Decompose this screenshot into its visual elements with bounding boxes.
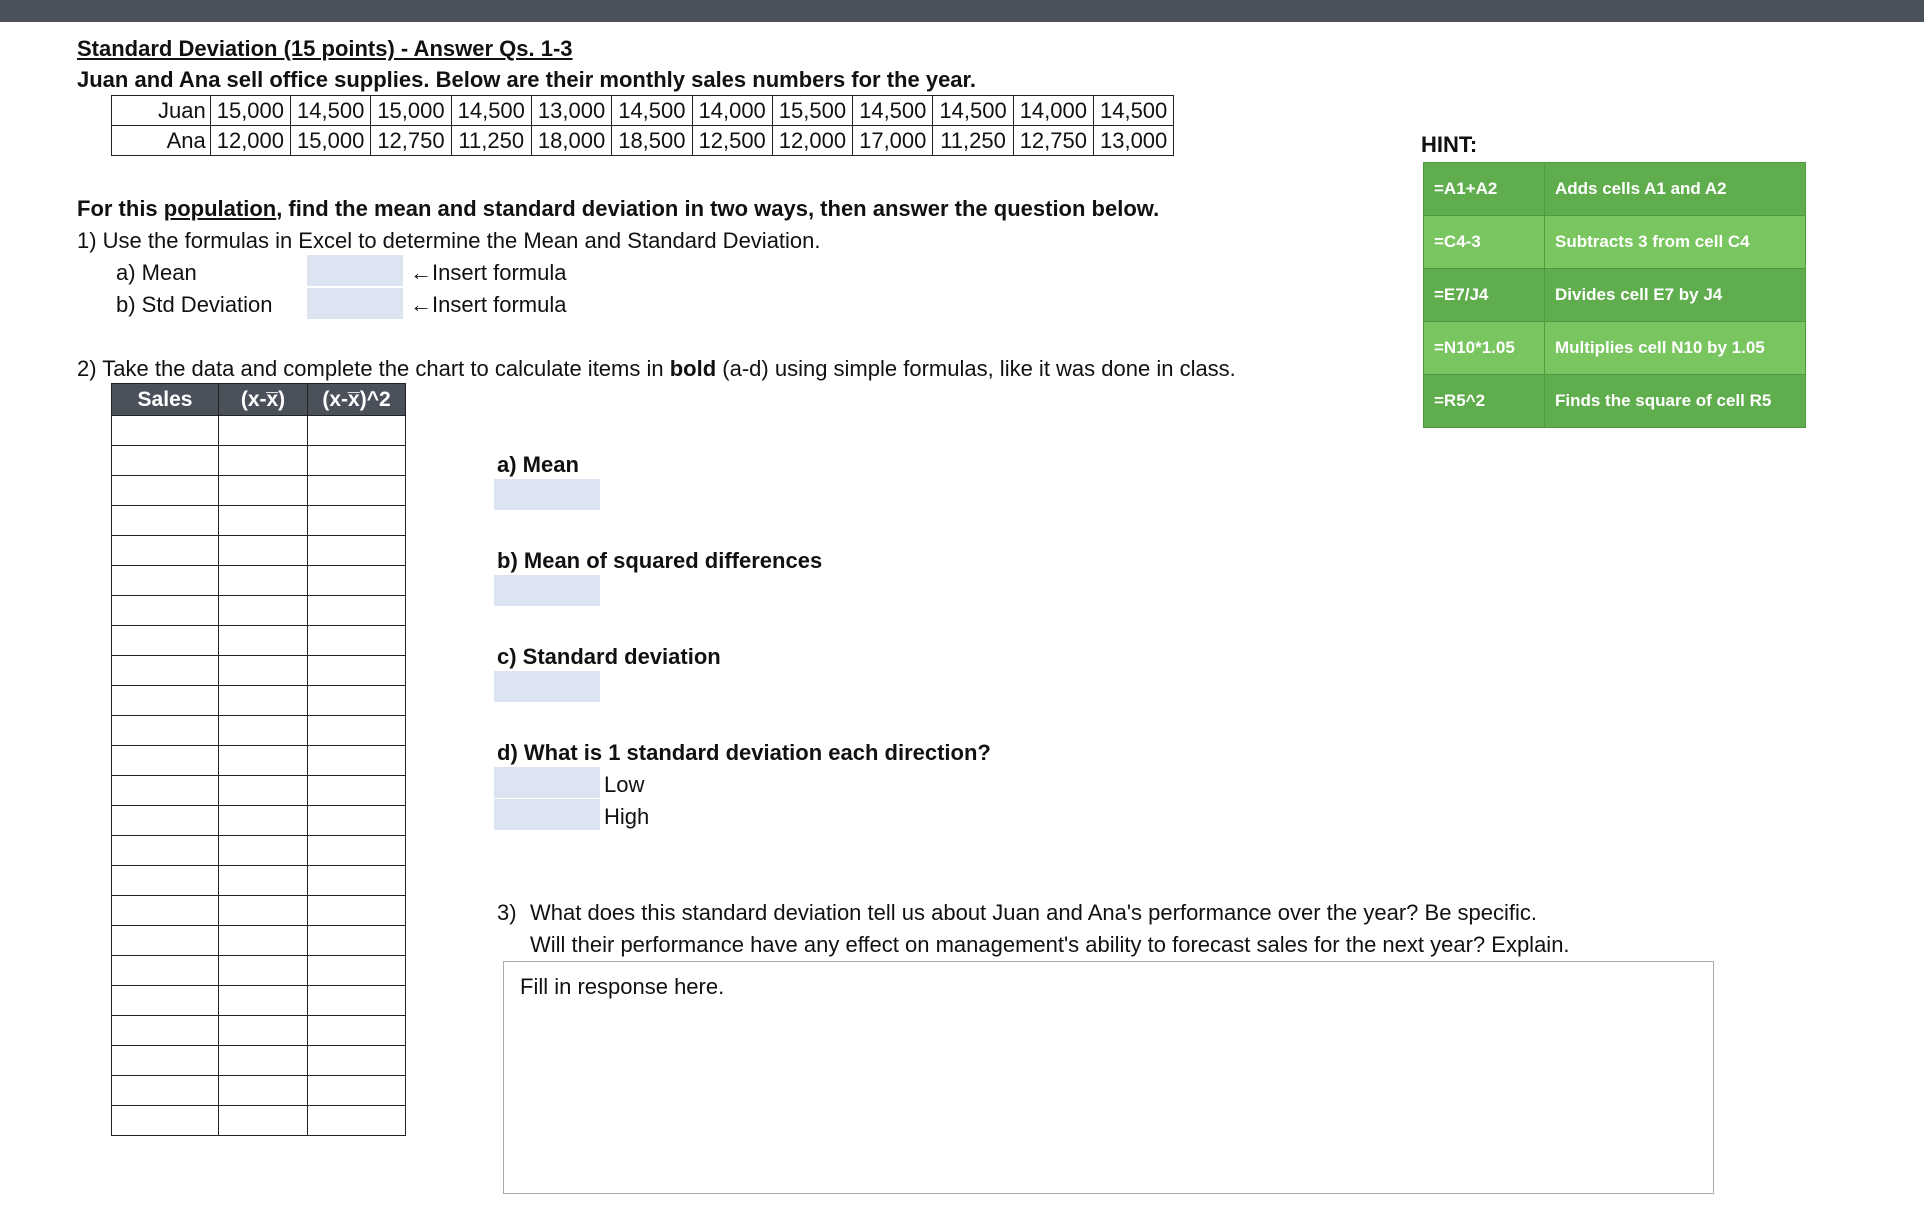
- q2b-label: b) Mean of squared differences: [497, 548, 823, 573]
- work-squared-deviation-cell[interactable]: [308, 1106, 406, 1136]
- work-squared-deviation-cell[interactable]: [308, 566, 406, 596]
- q2d-high-label: High: [604, 804, 650, 829]
- work-squared-deviation-cell[interactable]: [308, 656, 406, 686]
- q2-bold-word: bold: [669, 356, 717, 381]
- sales-cell[interactable]: 14,500: [291, 96, 371, 126]
- hint-row: [1424, 216, 1806, 269]
- sales-cell[interactable]: 14,500: [451, 96, 531, 126]
- work-row: [112, 716, 406, 746]
- instructions-prefix: For this: [77, 196, 164, 221]
- sales-cell[interactable]: 14,000: [1013, 96, 1093, 126]
- window-top-bar: [0, 0, 1924, 22]
- work-row: [112, 536, 406, 566]
- work-sales-cell[interactable]: [112, 866, 219, 896]
- work-sales-cell[interactable]: [112, 926, 219, 956]
- q2-prefix: 2) Take the data and complete the chart to calculate items in: [77, 356, 670, 381]
- hint-row: [1424, 269, 1806, 322]
- q3-line-1: What does this standard deviation tell us about Juan and Ana's performance over the year? Be specific.: [530, 900, 1538, 925]
- sales-cell[interactable]: 11,250: [933, 126, 1013, 156]
- hint-description: Multiplies cell N10 by 1.05: [1545, 322, 1806, 375]
- work-sales-cell[interactable]: [112, 956, 219, 986]
- work-row: [112, 746, 406, 776]
- hint-description: Divides cell E7 by J4: [1545, 269, 1806, 322]
- question-2: [77, 356, 1236, 382]
- work-squared-deviation-cell[interactable]: [308, 926, 406, 956]
- sales-cell[interactable]: 14,500: [1093, 96, 1173, 126]
- sales-cell[interactable]: 15,000: [210, 96, 290, 126]
- hint-formula: =R5^2: [1424, 375, 1545, 428]
- sales-cell[interactable]: 18,500: [612, 126, 692, 156]
- work-deviation-cell[interactable]: [219, 536, 308, 566]
- sales-cell[interactable]: 12,500: [692, 126, 772, 156]
- work-deviation-cell[interactable]: [219, 716, 308, 746]
- sales-row-juan: [112, 96, 1174, 126]
- work-sales-cell[interactable]: [112, 716, 219, 746]
- instructions-line: [77, 196, 1159, 222]
- work-deviation-cell[interactable]: [219, 596, 308, 626]
- hint-row: [1424, 322, 1806, 375]
- intro-text: Juan and Ana sell office supplies. Below are their monthly sales numbers for the year.: [77, 67, 977, 92]
- work-sales-cell[interactable]: [112, 596, 219, 626]
- hint-row: [1424, 163, 1806, 216]
- work-row: [112, 1106, 406, 1136]
- work-squared-deviation-cell[interactable]: [308, 956, 406, 986]
- work-deviation-cell[interactable]: [219, 1046, 308, 1076]
- q1-mean-label: a) Mean: [116, 260, 197, 285]
- work-row: [112, 806, 406, 836]
- work-sales-cell[interactable]: [112, 1016, 219, 1046]
- q2d-high-input[interactable]: [494, 799, 600, 830]
- work-squared-deviation-cell[interactable]: [308, 896, 406, 926]
- work-row: [112, 1016, 406, 1046]
- work-sales-cell[interactable]: [112, 1076, 219, 1106]
- work-row: [112, 836, 406, 866]
- sales-cell[interactable]: 18,000: [531, 126, 611, 156]
- work-deviation-cell[interactable]: [219, 896, 308, 926]
- q1-mean-hint: ←Insert formula: [410, 260, 567, 285]
- work-row: [112, 866, 406, 896]
- work-deviation-cell[interactable]: [219, 476, 308, 506]
- q2b-input[interactable]: [494, 575, 600, 606]
- work-squared-deviation-cell[interactable]: [308, 1076, 406, 1106]
- q3-number: 3): [497, 900, 517, 925]
- work-squared-deviation-cell[interactable]: [308, 866, 406, 896]
- work-row: [112, 986, 406, 1016]
- sales-cell[interactable]: 11,250: [451, 126, 531, 156]
- work-row: [112, 506, 406, 536]
- work-squared-deviation-cell[interactable]: [308, 1016, 406, 1046]
- sales-cell[interactable]: 15,500: [772, 96, 852, 126]
- work-sales-cell[interactable]: [112, 476, 219, 506]
- work-row: [112, 896, 406, 926]
- work-squared-deviation-cell[interactable]: [308, 1046, 406, 1076]
- work-sales-cell[interactable]: [112, 566, 219, 596]
- instructions-suffix: , find the mean and standard deviation in two ways, then answer the question below.: [276, 196, 1160, 221]
- work-deviation-cell[interactable]: [219, 746, 308, 776]
- work-sales-cell[interactable]: [112, 806, 219, 836]
- work-squared-deviation-cell[interactable]: [308, 506, 406, 536]
- work-deviation-cell[interactable]: [219, 566, 308, 596]
- work-deviation-cell[interactable]: [219, 806, 308, 836]
- q2c-input[interactable]: [494, 671, 600, 702]
- work-row: [112, 686, 406, 716]
- work-row: [112, 1076, 406, 1106]
- q3-line-2: Will their performance have any effect on management's ability to forecast sales for the next year? Explain.: [530, 932, 1570, 957]
- q2a-label: a) Mean: [497, 452, 579, 477]
- work-sales-cell[interactable]: [112, 1106, 219, 1136]
- work-row: [112, 566, 406, 596]
- work-sales-cell[interactable]: [112, 896, 219, 926]
- work-sales-cell[interactable]: [112, 536, 219, 566]
- q2-suffix: (a-d) using simple formulas, like it was done in class.: [716, 356, 1236, 381]
- sales-cell[interactable]: 14,500: [933, 96, 1013, 126]
- work-sales-cell[interactable]: [112, 446, 219, 476]
- sales-cell[interactable]: 12,000: [772, 126, 852, 156]
- sales-cell[interactable]: 12,750: [1013, 126, 1093, 156]
- sales-cell[interactable]: 14,500: [612, 96, 692, 126]
- q1-mean-input[interactable]: [307, 255, 403, 286]
- work-squared-deviation-cell[interactable]: [308, 836, 406, 866]
- work-squared-deviation-cell[interactable]: [308, 746, 406, 776]
- work-row: [112, 1046, 406, 1076]
- work-deviation-cell[interactable]: [219, 446, 308, 476]
- hint-formula: =E7/J4: [1424, 269, 1545, 322]
- sales-cell[interactable]: 14,000: [692, 96, 772, 126]
- work-deviation-cell[interactable]: [219, 986, 308, 1016]
- hint-title: HINT:: [1421, 132, 1478, 157]
- q2a-input[interactable]: [494, 479, 600, 510]
- work-deviation-cell[interactable]: [219, 836, 308, 866]
- q1-std-input[interactable]: [307, 288, 403, 319]
- page-title: Standard Deviation (15 points) - Answer Qs. 1-3: [77, 36, 573, 61]
- sales-cell[interactable]: 14,500: [853, 96, 933, 126]
- sales-cell[interactable]: 13,000: [1093, 126, 1173, 156]
- header-sales: Sales: [112, 384, 219, 416]
- work-sales-cell[interactable]: [112, 416, 219, 446]
- population-word: population: [163, 196, 277, 221]
- work-sales-cell[interactable]: [112, 656, 219, 686]
- sales-cell[interactable]: 12,750: [371, 126, 451, 156]
- work-deviation-cell[interactable]: [219, 1076, 308, 1106]
- response-placeholder: Fill in response here.: [520, 974, 725, 999]
- hint-description: Subtracts 3 from cell C4: [1545, 216, 1806, 269]
- q1-std-label: b) Std Deviation: [116, 292, 273, 317]
- work-deviation-cell[interactable]: [219, 776, 308, 806]
- sales-cell[interactable]: 15,000: [291, 126, 371, 156]
- sales-cell[interactable]: 12,000: [210, 126, 290, 156]
- sales-cell[interactable]: 13,000: [531, 96, 611, 126]
- hint-table: [1423, 162, 1806, 428]
- hint-formula: =A1+A2: [1424, 163, 1545, 216]
- work-row: [112, 446, 406, 476]
- work-sales-cell[interactable]: [112, 746, 219, 776]
- sales-row-label: Juan: [112, 96, 211, 126]
- work-sales-cell[interactable]: [112, 626, 219, 656]
- work-squared-deviation-cell[interactable]: [308, 716, 406, 746]
- work-squared-deviation-cell[interactable]: [308, 416, 406, 446]
- question-1: 1) Use the formulas in Excel to determine the Mean and Standard Deviation.: [77, 228, 821, 253]
- work-squared-deviation-cell[interactable]: [308, 686, 406, 716]
- q1-std-hint: ←Insert formula: [410, 292, 567, 317]
- sales-row-ana: [112, 126, 1174, 156]
- hint-formula: =C4-3: [1424, 216, 1545, 269]
- header-deviation: (x-x̅): [219, 384, 308, 416]
- work-row: [112, 626, 406, 656]
- work-deviation-cell[interactable]: [219, 656, 308, 686]
- work-deviation-cell[interactable]: [219, 506, 308, 536]
- work-squared-deviation-cell[interactable]: [308, 806, 406, 836]
- q2d-low-label: Low: [604, 772, 645, 797]
- response-textbox[interactable]: [503, 961, 1714, 1194]
- work-deviation-cell[interactable]: [219, 1106, 308, 1136]
- hint-formula: =N10*1.05: [1424, 322, 1545, 375]
- hint-row: [1424, 375, 1806, 428]
- sales-row-label: Ana: [112, 126, 211, 156]
- work-row: [112, 776, 406, 806]
- work-squared-deviation-cell[interactable]: [308, 476, 406, 506]
- work-row: [112, 596, 406, 626]
- sales-cell[interactable]: 17,000: [853, 126, 933, 156]
- work-squared-deviation-cell[interactable]: [308, 536, 406, 566]
- q2c-label: c) Standard deviation: [497, 644, 721, 669]
- sales-table: [111, 95, 1174, 156]
- work-sales-cell[interactable]: [112, 776, 219, 806]
- header-squared-deviation: (x-x̅)^2: [308, 384, 406, 416]
- work-sales-cell[interactable]: [112, 836, 219, 866]
- work-deviation-cell[interactable]: [219, 626, 308, 656]
- work-deviation-cell[interactable]: [219, 926, 308, 956]
- hint-description: Finds the square of cell R5: [1545, 375, 1806, 428]
- work-sales-cell[interactable]: [112, 506, 219, 536]
- work-row: [112, 926, 406, 956]
- work-squared-deviation-cell[interactable]: [308, 986, 406, 1016]
- work-deviation-cell[interactable]: [219, 416, 308, 446]
- work-squared-deviation-cell[interactable]: [308, 776, 406, 806]
- work-sales-cell[interactable]: [112, 686, 219, 716]
- work-sales-cell[interactable]: [112, 1046, 219, 1076]
- work-deviation-cell[interactable]: [219, 956, 308, 986]
- sales-cell[interactable]: 15,000: [371, 96, 451, 126]
- q2d-label: d) What is 1 standard deviation each direction?: [497, 740, 991, 765]
- q2d-low-input[interactable]: [494, 767, 600, 798]
- work-row: [112, 416, 406, 446]
- work-deviation-cell[interactable]: [219, 866, 308, 896]
- work-row: [112, 476, 406, 506]
- work-squared-deviation-cell[interactable]: [308, 596, 406, 626]
- work-row: [112, 656, 406, 686]
- work-sales-cell[interactable]: [112, 986, 219, 1016]
- work-squared-deviation-cell[interactable]: [308, 446, 406, 476]
- work-deviation-cell[interactable]: [219, 686, 308, 716]
- work-squared-deviation-cell[interactable]: [308, 626, 406, 656]
- work-deviation-cell[interactable]: [219, 1016, 308, 1046]
- work-row: [112, 956, 406, 986]
- work-table: [111, 383, 406, 1136]
- hint-description: Adds cells A1 and A2: [1545, 163, 1806, 216]
